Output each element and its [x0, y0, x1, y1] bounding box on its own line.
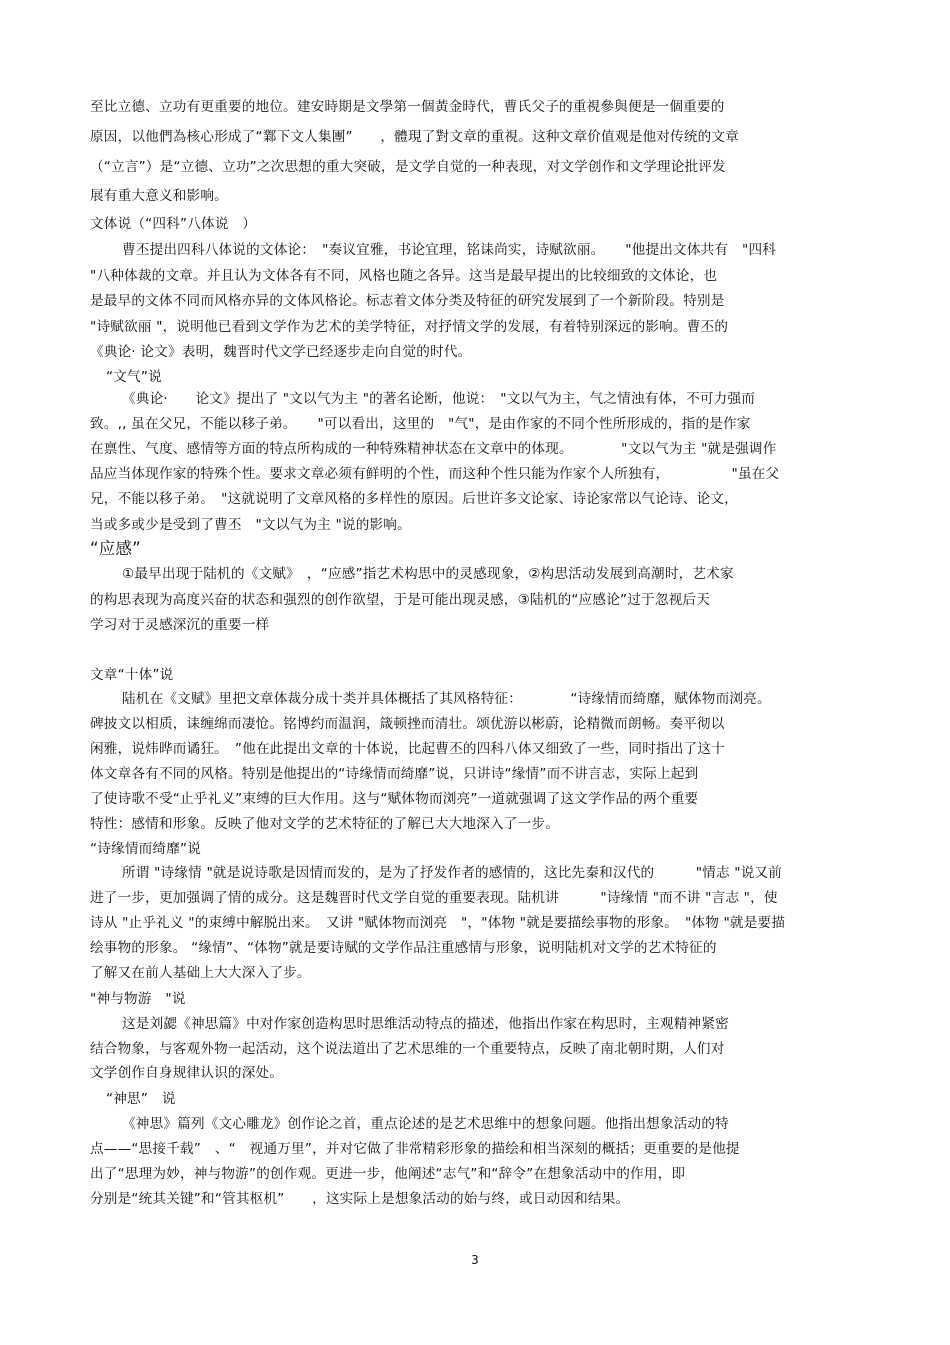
- text-line: 学习对于灵感深沉的重要一样: [90, 617, 270, 633]
- text-line: 《典论· 论文》提出了 "文以气为主 "的著名论断，他说： "文以气为主，气之情浊有体，不可力强而: [122, 391, 756, 407]
- section-heading: "神与物游 "说: [90, 991, 186, 1007]
- section-heading: “诗缘情而绮靡”说: [90, 841, 202, 857]
- text-line: 至比立德、立功有更重要的地位。建安時期是文學第一個黃金時代，曹氏父子的重視參與便是一個重要的: [90, 99, 725, 115]
- text-line: （“立言”）是“立德、立功”之次思想的重大突破，是文学自觉的一种表现，对文学创作和文学理论批评发: [90, 159, 726, 175]
- text-line: 闲雅，说炜晔而谲狂。 ”他在此提出文章的十体说，比起曹丕的四科八体又细致了一些，同时指出了这十: [90, 741, 725, 757]
- text-line: 致。,, 虽在父兄，不能以移子弟。 "可以看出，这里的 "气"，是由作家的不同个性所形成的，指的是作家: [90, 416, 751, 432]
- text-line: 所谓 "诗缘情 "就是说诗歌是因情而发的，是为了抒发作者的感情的，这比先秦和汉代的 "情志 "说又前: [122, 865, 783, 881]
- text-line: "八种体裁的文章。并且认为文体各有不同，风格也随之各异。这当是最早提出的比较细致的文体论，也: [90, 268, 718, 284]
- text-line: 曹丕提出四科八体说的文体论： "奏议宜雅，书论宜理，铭诔尚实，诗赋欲丽。 "他提出文体共有 "四科: [122, 242, 777, 258]
- section-heading: 文体说（“四科”八体说 ）: [90, 216, 257, 232]
- text-line: 点——“思接千载” 、“ 视通万里”，并对它做了非常精彩形象的描绘和相当深刻的概括；更重要的是他提: [90, 1141, 740, 1157]
- text-line: 体文章各有不同的风格。特别是他提出的“诗缘情而绮靡”说，只讲诗“缘情”而不讲言志，实际上起到: [90, 766, 699, 782]
- section-heading: “应感”: [90, 539, 141, 558]
- text-line: 结合物象，与客观外物一起活动，这个说法道出了艺术思维的一个重要特点，反映了南北朝时期，人们对: [90, 1041, 725, 1057]
- text-line: 《典论· 论文》表明，魏晋时代文学已经逐步走向自觉的时代。: [90, 344, 472, 360]
- text-line: 在禀性、气度、感情等方面的特点所构成的一种特殊精神状态在文章中的体现。 "文以气为主 "就是强调作: [90, 441, 777, 457]
- text-line: 当或多或少是受到了曹丕 "文以气为主 "说的影响。: [90, 517, 411, 533]
- text-line: 是最早的文体不同而风格亦异的文体风格论。标志着文体分类及特征的研究发展到了一个新阶段。特别是: [90, 293, 725, 309]
- text-line: 碑披文以相质，诔缠绵而凄怆。铭博约而温润，箴顿挫而清壮。颂优游以彬蔚，论精微而朗畅。奏平彻以: [90, 716, 725, 732]
- section-heading: “文气”说: [106, 369, 162, 385]
- section-heading: 文章“十体”说: [90, 667, 174, 683]
- text-line: 陆机在《文赋》里把文章体裁分成十类并具体概括了其风格特征： “诗缘情而绮靡，赋体物而浏亮。: [122, 691, 771, 707]
- text-line: 文学创作自身规律认识的深处。: [90, 1065, 284, 1081]
- text-line: 分别是“统其关键”和“管其枢机” ，这实际上是想象活动的始与终，或日动因和结果。: [90, 1191, 630, 1207]
- section-heading: “神思” 说: [106, 1091, 176, 1107]
- text-line: 原因，以他們為核心形成了“鄴下文人集團” ，體現了對文章的重視。这种文章价值观是他对传统的文章: [90, 129, 739, 145]
- text-line: 《神思》篇列《文心雕龙》创作论之首，重点论述的是艺术思维中的想象问题。他指出想象活动的特: [122, 1116, 729, 1132]
- text-line: 了解又在前人基础上大大深入了步。: [90, 965, 311, 981]
- text-line: ①最早出现于陆机的《文赋》 ，“应感”指艺术构思中的灵感现象，②构思活动发展到高潮时，艺术家: [122, 566, 734, 582]
- text-line: 展有重大意义和影响。: [90, 188, 228, 204]
- text-line: 品应当体现作家的特殊个性。要求文章必须有鲜明的个性，而这种个性只能为作家个人所独有， "虽在父: [90, 466, 780, 482]
- text-line: 这是刘勰《神思篇》中对作家创造构思时思维活动特点的描述，他指出作家在构思时，主观精神紧密: [122, 1016, 729, 1032]
- page-number: 3: [471, 1253, 479, 1267]
- text-line: 了使诗歌不受“止乎礼义”束缚的巨大作用。这与“赋体物而浏亮”一道就强调了这文学作品的两个重要: [90, 791, 699, 807]
- text-line: 的构思表现为高度兴奋的状态和强烈的创作欲望，于是可能出现灵感，③陆机的“应感论”过于忽视后天: [90, 592, 710, 608]
- text-line: 绘事物的形象。 “缘情”、“体物”就是要诗赋的文学作品注重感情与形象，说明陆机对文学的艺术特征的: [90, 940, 717, 956]
- text-line: 进了一步，更加强调了情的成分。这是魏晋时代文学自觉的重要表现。陆机讲 "诗缘情 "而不讲 "言志 "，使: [90, 890, 778, 906]
- text-line: 出了“思理为妙，神与物游”的创作观。更进一步，他阐述“志气”和“辞令”在想象活动中的作用，即: [90, 1166, 686, 1182]
- text-line: 诗从 "止乎礼义 "的束缚中解脱出来。 又讲 "赋体物而浏亮 "，"体物 "就是要描绘事物的形象。 "体物 "就是要描: [90, 915, 786, 931]
- text-line: 兄，不能以移子弟。 "这就说明了文章风格的多样性的原因。后世许多文论家、诗论家常以气论诗、论文，: [90, 491, 738, 507]
- text-line: "诗赋欲丽 "，说明他已看到文学作为艺术的美学特征，对抒情文学的发展，有着特别深远的影响。曹丕的: [90, 319, 729, 335]
- text-line: 特性：感情和形象。反映了他对文学的艺术特征的了解已大大地深入了一步。: [90, 816, 559, 832]
